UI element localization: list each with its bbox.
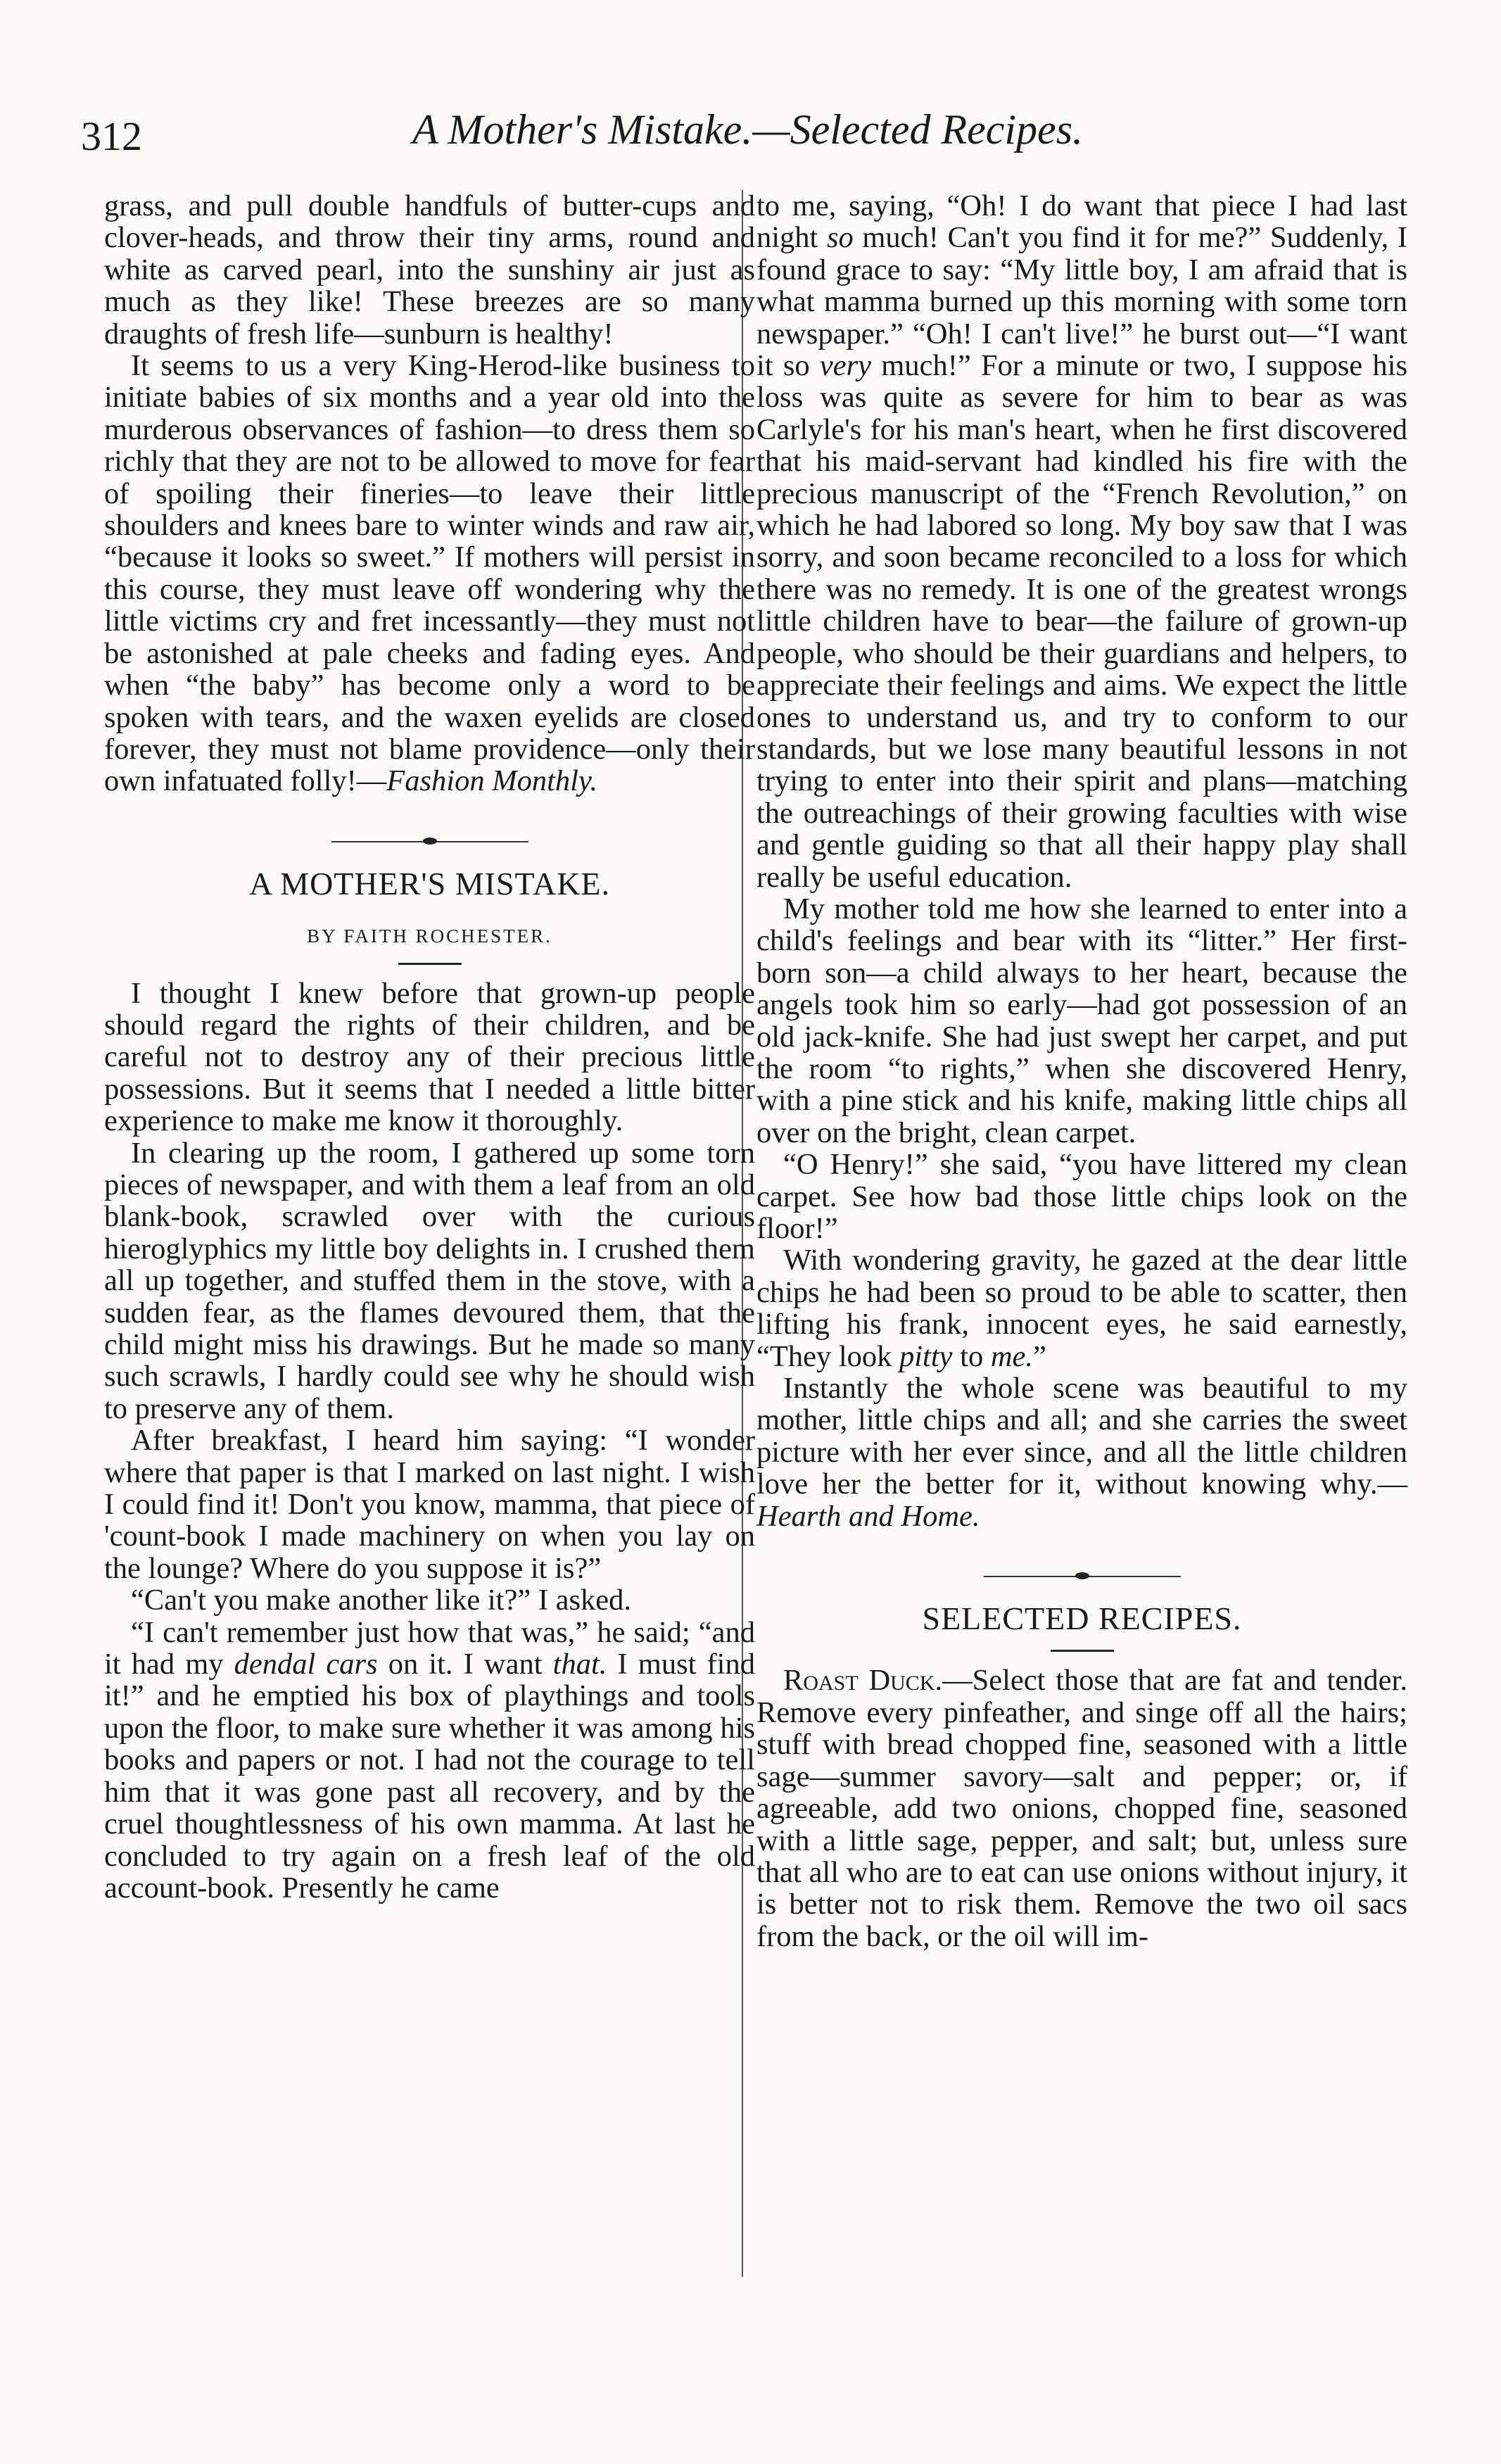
paragraph: “Can't you make another like it?” I asked. xyxy=(131,1584,632,1617)
recipe-paragraph xyxy=(756,1664,1407,1952)
right-column xyxy=(756,190,1407,1952)
recipe-name: Roast Duck. xyxy=(783,1664,943,1698)
text: Instantly the whole scene was beautiful to my mother, little chips and all; and she carries the sweet picture with her ever since, and all the little children love her the better for it, without knowing why.— xyxy=(756,1372,1407,1501)
emphasis: so xyxy=(826,221,854,255)
paragraph: “O Henry!” she said, “you have littered my clean carpet. See how bad those little chips look on the floor!” xyxy=(756,1148,1407,1245)
recipe-text: —Select those that are fat and tender. Remove every pinfeather, and singe off all the hairs; stuff with bread chopped fine, seasoned with a little sage—summer savory—salt and pepper; or, if agreeable, add two onions, chopped fine, seasoned with a little sage, pepper, and salt; but, unless sure that all who are to eat can use onions without injury, it is better not to risk them. Remove the two oil sacs from the back, or the oil will im- xyxy=(756,1664,1407,1953)
emphasis: dendal cars xyxy=(234,1648,378,1681)
text: much!” For a minute or two, I suppose his loss was quite as severe for him to bear as was Carlyle's for his man's heart, when he first discovered that his maid-servant had kindled his fire with the precious manuscript of the “French Revolution,” on which he had labored so long. My boy saw that I was sorry, and soon became reconciled to a loss for which there was no remedy. It is one of the greatest wrongs little children have to bear—the failure of grown-up people, who should be their guardians and helpers, to appreciate their feelings and aims. We expect the little ones to understand us, and try to conform to our standards, but we lose many beautiful lessons in not trying to enter into their spirit and plans—matching the outreachings of their growing faculties with wise and gentle guiding so that all their happy play shall really be useful education. xyxy=(756,349,1408,894)
text: I must find it!” and he emptied his box of playthings and tools upon the floor, to make sure whether it was among his books and papers or not. I had not the courage to tell him that it was gone past all recovery, and by the cruel thoughtlessness of his own mamma. At last he concluded to try again on a fresh leaf of the old account-book. Presently he came xyxy=(104,1648,755,1904)
text: to xyxy=(952,1339,991,1373)
text: much! Can't you find it for me?” Suddenly, I found grace to say: “My little boy, I am afraid that is what mamma burned up this morning with some torn newspaper.” “Oh! I can't live!” he burst out—“I want it so xyxy=(756,221,1408,383)
left-column xyxy=(104,190,755,1904)
text: “I can't remember just how that was,” he said; “and it had my xyxy=(104,1615,755,1681)
recipes-title: SELECTED RECIPES. xyxy=(922,1600,1242,1637)
section-ornament xyxy=(756,1552,1407,1584)
emphasis: very xyxy=(819,349,872,383)
paragraph: In clearing up the room, I gathered up some torn pieces of newspaper, and with them a leaf from an old blank-book, scrawled over with the curious hieroglyphics my little boy delights in. I crushed them all up together, and stuffed them in the stove, with a sudden fear, as the flames devoured them, that the child might miss his drawings. But he made so many such scrawls, I hardly could see why he should wish to preserve any of them. xyxy=(104,1136,755,1425)
text: ” xyxy=(1033,1339,1046,1373)
paragraph xyxy=(104,1617,755,1904)
text: With wondering gravity, he gazed at the dear little chips he had been so proud to be able to scatter, then lifting his frank, innocent eyes, he said earnestly, “They look xyxy=(756,1244,1407,1373)
paragraph: grass, and pull double handfuls of butter-cups and clover-heads, and throw their tiny arms, round and white as carved pearl, into the sunshiny air just as much as they like! These breezes are so many draughts of fresh life—sunburn is healthy! xyxy=(104,189,755,350)
paragraph: After breakfast, I heard him saying: “I wonder where that paper is that I marked on last night. I wish I could find it! Don't you know, mamma, that piece of 'count-book I made machinery on when you lay on the lounge? Where do you suppose it is?” xyxy=(104,1424,755,1585)
emphasis: pitty xyxy=(899,1339,953,1373)
source-citation: Fashion Monthly. xyxy=(386,764,598,798)
paragraph xyxy=(756,1372,1407,1532)
title-rule xyxy=(398,963,462,965)
source-citation: Hearth and Home. xyxy=(756,1499,980,1533)
paragraph: I thought I knew before that grown-up people should regard the rights of their children, and be careful not to destroy any of their precious little possessions. But it seems that I needed a little bitter experience to make me know it thoroughly. xyxy=(104,976,755,1138)
title-rule xyxy=(1051,1650,1114,1652)
page-number: 312 xyxy=(81,113,142,159)
paragraph xyxy=(756,190,1407,893)
emphasis: that. xyxy=(552,1648,607,1681)
paragraph xyxy=(104,350,755,797)
page-header xyxy=(81,106,1414,169)
paragraph xyxy=(756,1244,1407,1372)
paragraph-text: It seems to us a very King-Herod-like business to initiate babies of six months and a year old into the murderous observances of fashion—to dress them so richly that they are not to be allowed to move for fear of spoiling their fineries—to leave their little shoulders and knees bare to winter winds and raw air, “because it looks so sweet.” If mothers will persist in this course, they must leave off wondering why the little victims cry and fret incessantly—they must not be astonished at pale cheeks and fading eyes. And when “the baby” has become only a word to be spoken with tears, and the waxen eyelids are closed forever, they must not blame providence—only their own infatuated folly!— xyxy=(104,349,755,798)
byline: BY FAITH ROCHESTER. xyxy=(307,925,552,947)
text: on it. I want xyxy=(377,1648,553,1681)
section-ornament xyxy=(104,817,755,849)
running-title: A Mother's Mistake.—Selected Recipes. xyxy=(412,106,1084,153)
emphasis: me. xyxy=(990,1339,1034,1373)
paragraph: My mother told me how she learned to enter into a child's feelings and bear with its “litter.” Her first-born son—a child always to her heart, because the angels took him so early—had got possession of an old jack-knife. She had just swept her carpet, and put the room “to rights,” when she discovered Henry, with a pine stick and his knife, making little chips all over on the bright, clean carpet. xyxy=(756,892,1407,1149)
text: to me, saying, “Oh! I do want that piece I had last night xyxy=(756,189,1407,255)
article-title: A MOTHER'S MISTAKE. xyxy=(248,866,611,902)
